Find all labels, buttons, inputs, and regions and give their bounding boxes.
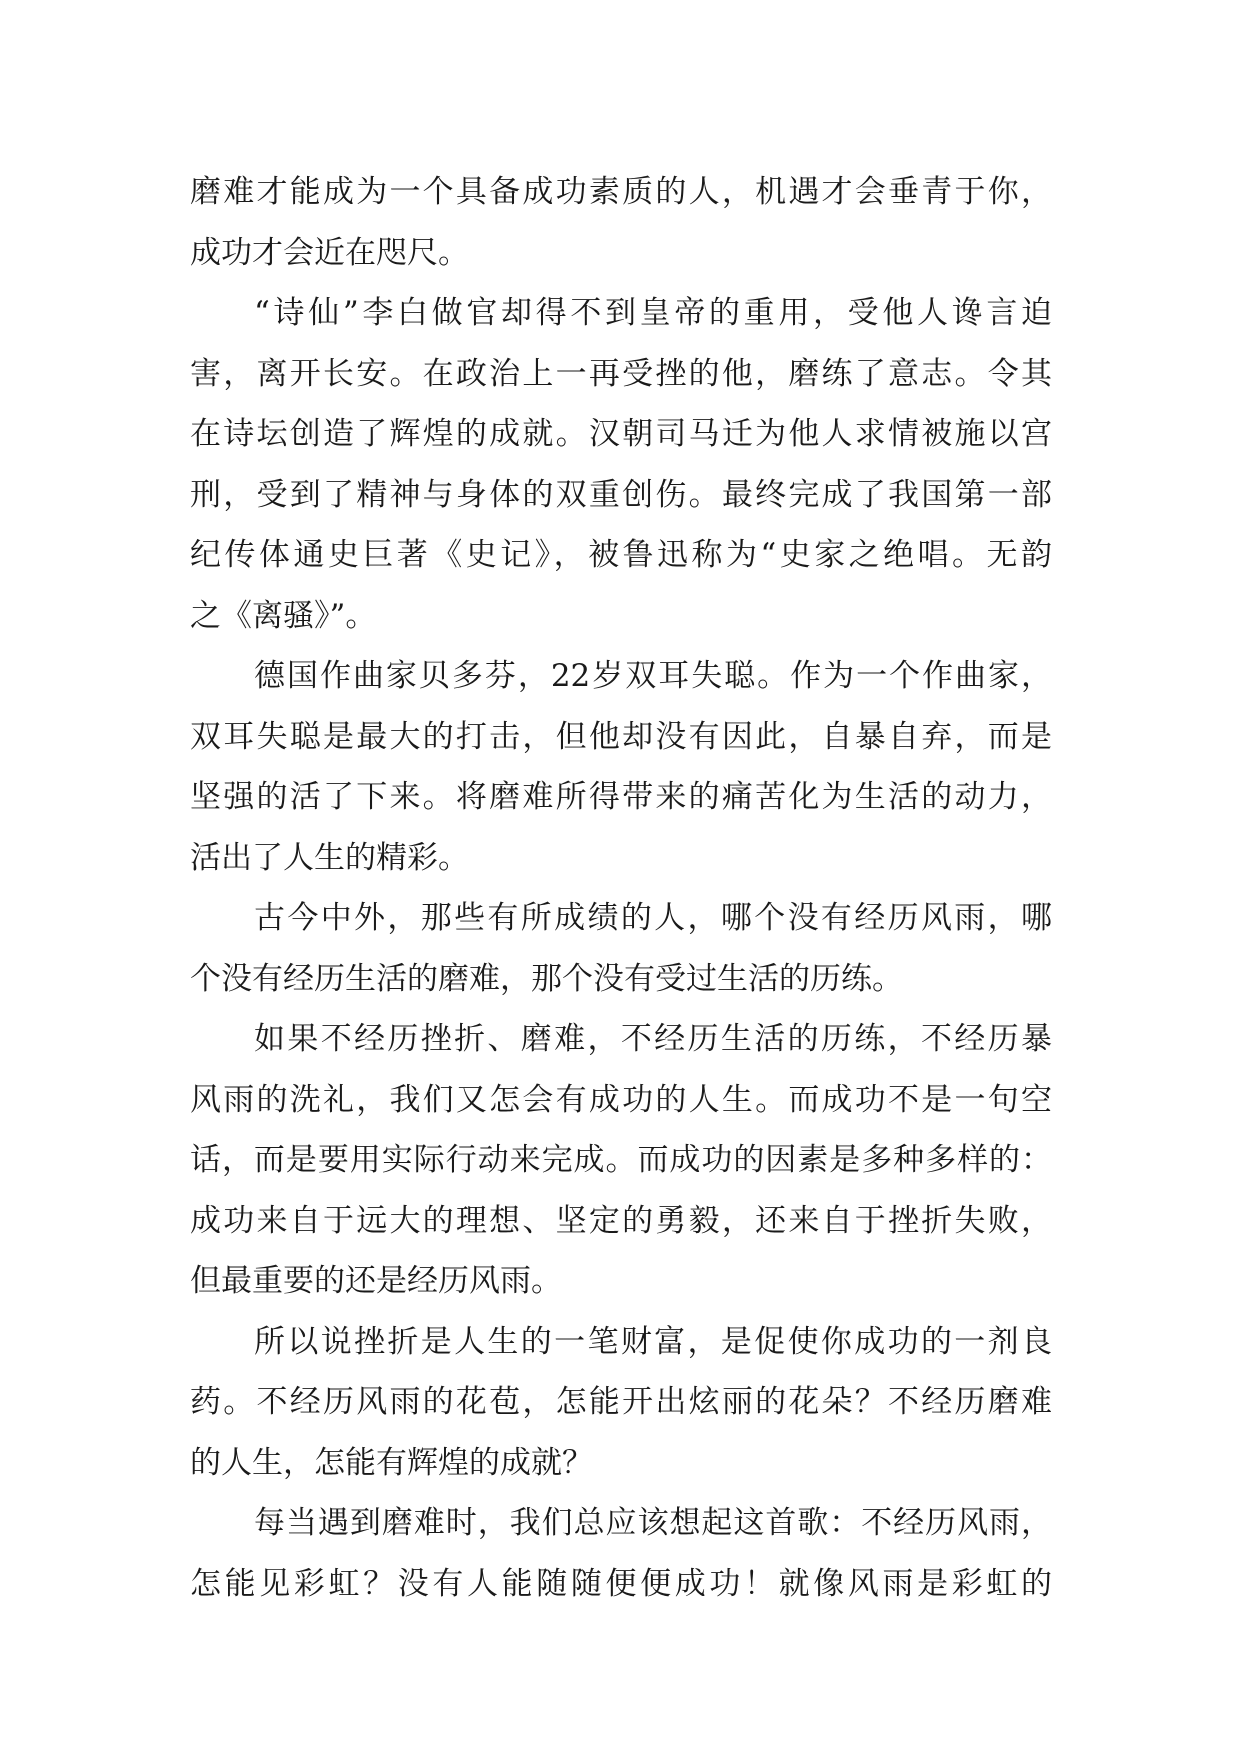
body-text xyxy=(190,162,1052,1614)
text-line: 怎能见彩虹？没有人能随随便便成功！就像风雨是彩虹的 xyxy=(190,1565,1052,1602)
text-line: 磨难才能成为一个具备成功素质的人，机遇才会垂青于你， xyxy=(190,174,1052,210)
text-line: 古今中外，那些有所成绩的人，哪个没有经历风雨，哪 xyxy=(254,900,1052,936)
text-line: 纪传体通史巨著《史记》，被鲁迅称为“史家之绝唱。无韵 xyxy=(190,537,1052,573)
text-line: 活出了人生的精彩。 xyxy=(190,839,469,876)
text-line: “诗仙”李白做官却得不到皇帝的重用，受他人谗言迫 xyxy=(254,295,1052,331)
text-line: 每当遇到磨难时，我们总应该想起这首歌：不经历风雨， xyxy=(254,1505,1052,1541)
text-line: 双耳失聪是最大的打击，但他却没有因此，自暴自弃，而是 xyxy=(190,718,1052,755)
text-line: 害，离开长安。在政治上一再受挫的他，磨练了意志。令其 xyxy=(190,355,1052,392)
text-line: 话，而是要用实际行动来完成。而成功的因素是多种多样的： xyxy=(190,1142,1052,1178)
text-line: 德国作曲家贝多芬，22岁双耳失聪。作为一个作曲家， xyxy=(254,658,1052,694)
text-line: 刑，受到了精神与身体的双重创伤。最终完成了我国第一部 xyxy=(190,476,1052,513)
text-line: 但最重要的还是经历风雨。 xyxy=(190,1263,562,1299)
text-line: 药。不经历风雨的花苞，怎能开出炫丽的花朵？不经历磨难 xyxy=(190,1384,1052,1420)
text-line: 如果不经历挫折、磨难，不经历生活的历练，不经历暴 xyxy=(254,1021,1052,1057)
text-line: 所以说挫折是人生的一笔财富，是促使你成功的一剂良 xyxy=(254,1323,1052,1360)
text-line: 风雨的洗礼，我们又怎会有成功的人生。而成功不是一句空 xyxy=(190,1081,1052,1118)
text-line: 在诗坛创造了辉煌的成就。汉朝司马迁为他人求情被施以宫 xyxy=(190,416,1052,452)
text-line: 坚强的活了下来。将磨难所得带来的痛苦化为生活的动力， xyxy=(190,779,1052,815)
text-line: 成功来自于远大的理想、坚定的勇毅，还来自于挫折失败， xyxy=(190,1202,1052,1239)
text-line: 成功才会近在咫尺。 xyxy=(190,234,469,271)
text-line: 之《离骚》”。 xyxy=(190,597,377,634)
text-line: 个没有经历生活的磨难，那个没有受过生活的历练。 xyxy=(190,960,903,997)
text-line: 的人生，怎能有辉煌的成就？ xyxy=(190,1444,593,1481)
